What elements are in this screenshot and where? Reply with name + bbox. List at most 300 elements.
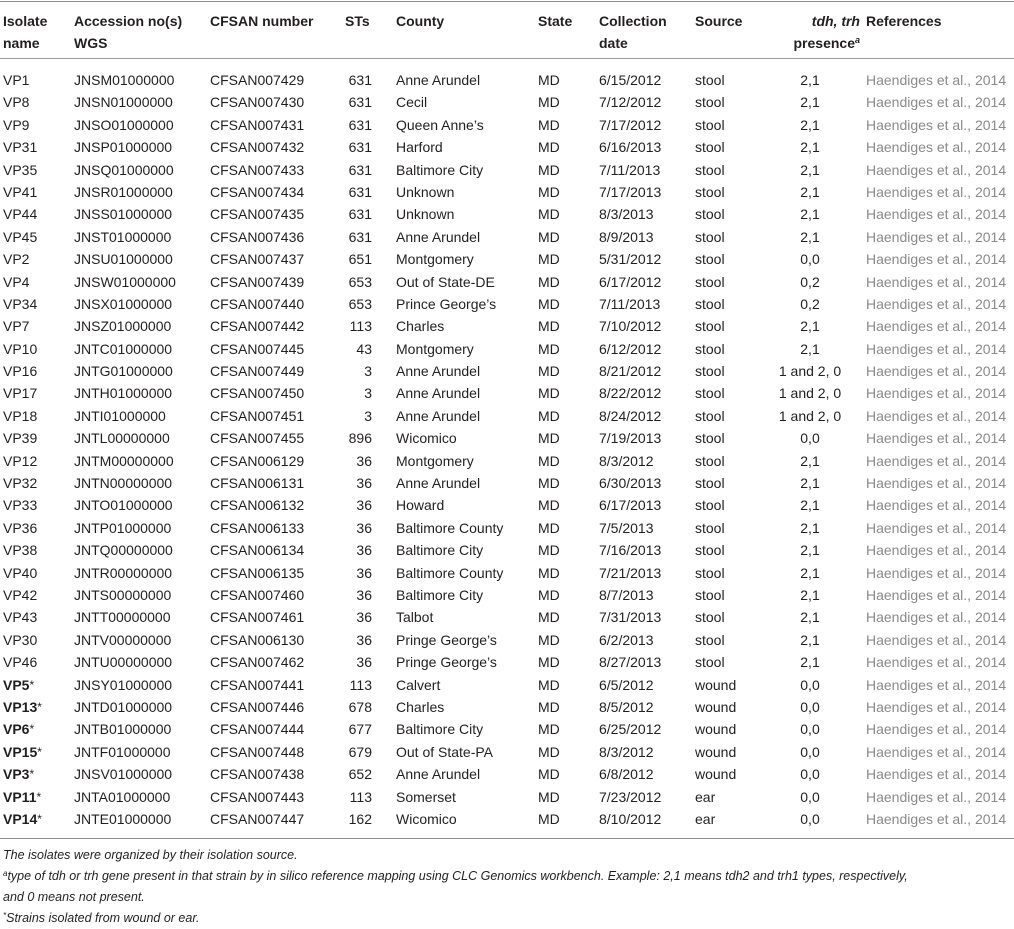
isolate-name: VP1 xyxy=(3,72,30,88)
source-cell: ear xyxy=(695,810,716,827)
table-row xyxy=(0,427,1014,449)
footnote-a-marker: a xyxy=(3,869,8,878)
accession-cell: JNSV01000000 xyxy=(74,766,173,783)
st-cell: 631 xyxy=(348,183,372,200)
footnote-star xyxy=(3,908,200,929)
st-cell: 677 xyxy=(348,721,372,738)
st-cell: 3 xyxy=(364,363,372,380)
isolate-name: VP12 xyxy=(3,452,38,469)
accession-cell: JNTP01000000 xyxy=(74,519,172,536)
isolate-name: VP38 xyxy=(3,542,38,559)
county-cell: Charles xyxy=(396,318,445,335)
accession-cell: JNTB01000000 xyxy=(74,721,172,738)
cfsan-cell: CFSAN007460 xyxy=(210,586,305,603)
state-cell: MD xyxy=(538,72,560,88)
collection-date-cell: 8/3/2012 xyxy=(599,452,654,469)
source-cell: stool xyxy=(695,206,725,223)
st-cell: 678 xyxy=(348,698,372,715)
accession-cell: JNTI01000000 xyxy=(74,407,166,424)
state-cell: MD xyxy=(538,788,560,805)
tdh-trh-cell: 2,1 xyxy=(800,161,820,178)
state-cell: MD xyxy=(538,228,560,245)
source-cell: stool xyxy=(695,564,725,581)
st-cell: 653 xyxy=(348,295,372,312)
isolate-name-cell xyxy=(3,763,34,786)
collection-date-cell: 8/22/2012 xyxy=(599,385,662,402)
collection-date-cell: 7/11/2013 xyxy=(599,295,661,312)
header-isolate-line2: name xyxy=(3,35,40,51)
tdh-trh-cell: 2,1 xyxy=(800,206,820,223)
county-cell: Unknown xyxy=(396,206,455,223)
accession-cell: JNTE01000000 xyxy=(74,810,172,827)
collection-date-cell: 6/30/2013 xyxy=(599,475,662,492)
collection-date-cell: 7/23/2012 xyxy=(599,788,662,805)
isolate-name: VP7 xyxy=(3,318,30,335)
isolate-name-cell xyxy=(3,517,37,539)
reference-cell: Haendiges et al., 2014 xyxy=(866,586,1007,603)
state-cell: MD xyxy=(538,810,560,827)
reference-cell: Haendiges et al., 2014 xyxy=(866,810,1007,827)
table-row xyxy=(0,91,1014,113)
isolate-name-cell xyxy=(3,203,37,225)
isolate-name-cell xyxy=(3,271,29,293)
st-cell: 113 xyxy=(349,318,372,335)
accession-cell: JNSO01000000 xyxy=(74,116,174,133)
county-cell: Howard xyxy=(396,497,445,514)
collection-date-cell: 8/9/2013 xyxy=(599,228,654,245)
accession-cell: JNTF01000000 xyxy=(74,743,171,760)
cfsan-cell: CFSAN007446 xyxy=(210,698,305,715)
collection-date-cell: 6/16/2013 xyxy=(599,139,662,156)
accession-cell: JNTU00000000 xyxy=(74,654,173,671)
table-row xyxy=(0,606,1014,628)
st-cell: 36 xyxy=(356,564,372,581)
isolate-name-cell xyxy=(3,91,29,113)
table-row xyxy=(0,338,1014,360)
reference-cell: Haendiges et al., 2014 xyxy=(866,139,1007,156)
isolate-name: VP4 xyxy=(3,273,30,290)
reference-cell: Haendiges et al., 2014 xyxy=(866,385,1007,402)
collection-date-cell: 6/5/2012 xyxy=(599,676,654,693)
county-cell: Pringe George’s xyxy=(396,631,497,648)
st-cell: 631 xyxy=(348,94,372,111)
collection-date-cell: 8/24/2012 xyxy=(599,407,662,424)
county-cell: Baltimore City xyxy=(396,721,484,738)
asterisk-marker: * xyxy=(37,811,42,826)
state-cell: MD xyxy=(538,452,560,469)
table-row xyxy=(0,472,1014,494)
county-cell: Anne Arundel xyxy=(396,407,481,424)
st-cell: 679 xyxy=(348,743,372,760)
reference-cell: Haendiges et al., 2014 xyxy=(866,497,1007,514)
state-cell: MD xyxy=(538,766,560,783)
reference-cell: Haendiges et al., 2014 xyxy=(866,631,1007,648)
st-cell: 631 xyxy=(348,72,372,88)
tdh-trh-cell: 2,1 xyxy=(800,340,820,357)
source-cell: stool xyxy=(695,273,725,290)
isolate-name: VP9 xyxy=(3,116,30,133)
header-references: References xyxy=(866,13,942,29)
cfsan-cell: CFSAN007437 xyxy=(210,251,305,268)
st-cell: 113 xyxy=(349,788,372,805)
county-cell: Harford xyxy=(396,139,443,156)
table-row xyxy=(0,651,1014,673)
state-cell: MD xyxy=(538,654,560,671)
isolate-name-cell xyxy=(3,562,37,584)
accession-cell: JNSU01000000 xyxy=(74,251,173,268)
accession-cell: JNSQ01000000 xyxy=(74,161,174,178)
isolate-name-cell xyxy=(3,584,37,606)
reference-cell: Haendiges et al., 2014 xyxy=(866,116,1007,133)
tdh-trh-cell: 2,1 xyxy=(800,183,820,200)
county-cell: Calvert xyxy=(396,676,441,693)
table-row xyxy=(0,629,1014,651)
table-row xyxy=(0,69,1014,91)
county-cell: Montgomery xyxy=(396,251,474,268)
cfsan-cell: CFSAN006133 xyxy=(210,519,305,536)
header-tdh-trh xyxy=(760,10,860,54)
state-cell: MD xyxy=(538,183,560,200)
source-cell: stool xyxy=(695,430,725,447)
isolate-name-cell xyxy=(3,674,34,697)
county-cell: Out of State-PA xyxy=(396,743,494,760)
source-cell: stool xyxy=(695,475,725,492)
state-cell: MD xyxy=(538,407,560,424)
isolate-name-cell xyxy=(3,315,29,337)
cfsan-cell: CFSAN007441 xyxy=(210,676,305,693)
tdh-trh-cell: 1 and 2, 0 xyxy=(778,385,842,402)
source-cell: wound xyxy=(695,766,737,783)
accession-cell: JNTH01000000 xyxy=(74,385,173,402)
source-cell: stool xyxy=(695,72,725,88)
cfsan-cell: CFSAN007443 xyxy=(210,788,305,805)
tdh-trh-cell: 2,1 xyxy=(800,609,820,626)
collection-date-cell: 8/10/2012 xyxy=(599,810,662,827)
table-row xyxy=(0,226,1014,248)
collection-date-cell: 6/8/2012 xyxy=(599,766,654,783)
source-cell: stool xyxy=(695,631,725,648)
collection-date-cell: 7/16/2013 xyxy=(599,542,662,559)
cfsan-cell: CFSAN007438 xyxy=(210,766,305,783)
reference-cell: Haendiges et al., 2014 xyxy=(866,452,1007,469)
county-cell: Charles xyxy=(396,698,445,715)
tdh-trh-cell: 2,1 xyxy=(800,452,820,469)
tdh-trh-cell: 2,1 xyxy=(800,542,820,559)
state-cell: MD xyxy=(538,385,560,402)
st-cell: 3 xyxy=(364,407,372,424)
tdh-trh-cell: 2,1 xyxy=(800,564,820,581)
cfsan-cell: CFSAN007449 xyxy=(210,363,305,380)
isolate-name: VP33 xyxy=(3,497,38,514)
county-cell: Baltimore County xyxy=(396,519,504,536)
isolate-name: VP35 xyxy=(3,161,38,178)
county-cell: Baltimore City xyxy=(396,161,484,178)
asterisk-marker: * xyxy=(37,699,42,714)
cfsan-cell: CFSAN007448 xyxy=(210,743,305,760)
reference-cell: Haendiges et al., 2014 xyxy=(866,609,1007,626)
reference-cell: Haendiges et al., 2014 xyxy=(866,721,1007,738)
header-accession-line1: Accession no(s) xyxy=(74,13,183,29)
reference-cell: Haendiges et al., 2014 xyxy=(866,340,1007,357)
source-cell: wound xyxy=(695,743,737,760)
header-accession xyxy=(74,10,182,54)
isolate-name-cell xyxy=(3,136,37,158)
county-cell: Out of State-DE xyxy=(396,273,495,290)
asterisk-marker: * xyxy=(37,744,42,759)
tdh-trh-cell: 0,0 xyxy=(800,676,820,693)
isolate-name: VP14 xyxy=(3,810,38,827)
asterisk-marker: * xyxy=(29,677,35,692)
reference-cell: Haendiges et al., 2014 xyxy=(866,251,1007,268)
source-cell: wound xyxy=(695,676,737,693)
header-accession-line2: WGS xyxy=(74,35,108,51)
isolate-name-cell xyxy=(3,69,29,91)
st-cell: 631 xyxy=(348,206,372,223)
source-cell: stool xyxy=(695,519,725,536)
county-cell: Somerset xyxy=(396,788,456,805)
tdh-trh-cell: 0,0 xyxy=(800,743,820,760)
header-isolate-line1: Isolate xyxy=(3,13,48,29)
isolate-name: VP6 xyxy=(3,721,30,738)
isolate-name-cell xyxy=(3,226,37,248)
tdh-trh-cell: 1 and 2, 0 xyxy=(778,407,842,424)
collection-date-cell: 8/3/2012 xyxy=(599,743,654,760)
state-cell: MD xyxy=(538,497,560,514)
reference-cell: Haendiges et al., 2014 xyxy=(866,475,1007,492)
cfsan-cell: CFSAN007445 xyxy=(210,340,305,357)
accession-cell: JNTR00000000 xyxy=(74,564,173,581)
footnote-a xyxy=(3,866,908,887)
state-cell: MD xyxy=(538,564,560,581)
cfsan-cell: CFSAN007451 xyxy=(210,407,305,424)
state-cell: MD xyxy=(538,94,560,111)
cfsan-cell: CFSAN007429 xyxy=(210,72,305,88)
isolate-name-cell xyxy=(3,293,37,315)
accession-cell: JNSR01000000 xyxy=(74,183,173,200)
state-cell: MD xyxy=(538,475,560,492)
collection-date-cell: 8/27/2013 xyxy=(599,654,662,671)
state-cell: MD xyxy=(538,295,560,312)
source-cell: wound xyxy=(695,721,737,738)
state-cell: MD xyxy=(538,251,560,268)
isolate-name: VP11 xyxy=(3,788,37,805)
source-cell: stool xyxy=(695,251,725,268)
state-cell: MD xyxy=(538,609,560,626)
accession-cell: JNTM00000000 xyxy=(74,452,174,469)
accession-cell: JNTL00000000 xyxy=(74,430,170,447)
cfsan-cell: CFSAN007430 xyxy=(210,94,305,111)
isolate-name-cell xyxy=(3,718,34,741)
st-cell: 36 xyxy=(356,586,372,603)
cfsan-cell: CFSAN006132 xyxy=(210,497,305,514)
tdh-trh-cell: 0,0 xyxy=(800,251,820,268)
table-row xyxy=(0,315,1014,337)
source-cell: stool xyxy=(695,452,725,469)
source-cell: stool xyxy=(695,139,725,156)
header-tdh-line1: tdh, trh xyxy=(811,13,860,29)
st-cell: 36 xyxy=(356,631,372,648)
tdh-trh-cell: 0,0 xyxy=(800,721,820,738)
state-cell: MD xyxy=(538,698,560,715)
isolate-name: VP46 xyxy=(3,654,38,671)
table-row xyxy=(0,696,1014,718)
isolate-name: VP18 xyxy=(3,407,38,424)
accession-cell: JNSY01000000 xyxy=(74,676,173,693)
reference-cell: Haendiges et al., 2014 xyxy=(866,676,1007,693)
accession-cell: JNSN01000000 xyxy=(74,94,173,111)
county-cell: Prince George’s xyxy=(396,295,497,312)
st-cell: 631 xyxy=(348,116,372,133)
accession-cell: JNTQ00000000 xyxy=(74,542,173,559)
st-cell: 36 xyxy=(356,519,372,536)
county-cell: Baltimore County xyxy=(396,564,504,581)
state-cell: MD xyxy=(538,676,560,693)
tdh-trh-cell: 2,1 xyxy=(800,475,820,492)
isolate-name: VP39 xyxy=(3,430,38,447)
accession-cell: JNTA01000000 xyxy=(74,788,171,805)
state-cell: MD xyxy=(538,161,560,178)
header-collection-date xyxy=(599,10,667,54)
st-cell: 896 xyxy=(348,430,372,447)
collection-date-cell: 7/31/2013 xyxy=(599,609,662,626)
header-sts: STs xyxy=(345,13,370,29)
cfsan-cell: CFSAN006129 xyxy=(210,452,305,469)
accession-cell: JNTD01000000 xyxy=(74,698,173,715)
accession-cell: JNTG01000000 xyxy=(74,363,173,380)
reference-cell: Haendiges et al., 2014 xyxy=(866,564,1007,581)
header-isolate xyxy=(3,10,47,54)
accession-cell: JNSS01000000 xyxy=(74,206,173,223)
table-row xyxy=(0,450,1014,472)
accession-cell: JNTC01000000 xyxy=(74,340,173,357)
table-row xyxy=(0,494,1014,516)
cfsan-cell: CFSAN007434 xyxy=(210,183,305,200)
reference-cell: Haendiges et al., 2014 xyxy=(866,228,1007,245)
isolate-name: VP16 xyxy=(3,363,38,380)
isolate-name-cell xyxy=(3,338,37,360)
isolate-name-cell xyxy=(3,360,37,382)
collection-date-cell: 7/17/2013 xyxy=(599,183,662,200)
source-cell: stool xyxy=(695,228,725,245)
tdh-trh-cell: 2,1 xyxy=(800,228,820,245)
source-cell: stool xyxy=(695,183,725,200)
isolate-name-cell xyxy=(3,494,37,516)
st-cell: 36 xyxy=(356,609,372,626)
table-row xyxy=(0,808,1014,830)
collection-date-cell: 6/17/2013 xyxy=(599,497,662,514)
tdh-trh-cell: 2,1 xyxy=(800,631,820,648)
isolate-name-cell xyxy=(3,786,41,809)
header-cfsan: CFSAN number xyxy=(210,13,314,29)
table-row xyxy=(0,584,1014,606)
county-cell: Anne Arundel xyxy=(396,385,481,402)
source-cell: stool xyxy=(695,94,725,111)
header-date-line2: date xyxy=(599,35,628,51)
tdh-trh-cell: 2,1 xyxy=(800,318,820,335)
isolate-name-cell xyxy=(3,114,29,136)
tdh-trh-cell: 2,1 xyxy=(800,497,820,514)
state-cell: MD xyxy=(538,430,560,447)
reference-cell: Haendiges et al., 2014 xyxy=(866,183,1007,200)
collection-date-cell: 6/25/2012 xyxy=(599,721,662,738)
isolate-name: VP31 xyxy=(3,139,38,156)
county-cell: Baltimore City xyxy=(396,542,484,559)
isolate-name-cell xyxy=(3,696,42,719)
cfsan-cell: CFSAN006134 xyxy=(210,542,305,559)
table-row xyxy=(0,360,1014,382)
isolate-name: VP5 xyxy=(3,676,30,693)
source-cell: stool xyxy=(695,340,725,357)
isolate-name: VP42 xyxy=(3,586,38,603)
tdh-trh-cell: 2,1 xyxy=(800,72,820,88)
accession-cell: JNTO01000000 xyxy=(74,497,173,514)
source-cell: stool xyxy=(695,161,725,178)
isolate-name-cell xyxy=(3,427,37,449)
st-cell: 631 xyxy=(348,139,372,156)
county-cell: Talbot xyxy=(396,609,434,626)
reference-cell: Haendiges et al., 2014 xyxy=(866,72,1007,88)
top-rule xyxy=(0,1,1014,2)
table-row xyxy=(0,741,1014,763)
reference-cell: Haendiges et al., 2014 xyxy=(866,743,1007,760)
state-cell: MD xyxy=(538,519,560,536)
accession-cell: JNSX01000000 xyxy=(74,295,173,312)
tdh-trh-cell: 0,0 xyxy=(800,810,820,827)
tdh-trh-cell: 2,1 xyxy=(800,94,820,111)
collection-date-cell: 8/7/2013 xyxy=(599,586,654,603)
isolate-name: VP17 xyxy=(3,385,38,402)
st-cell: 631 xyxy=(348,228,372,245)
county-cell: Baltimore City xyxy=(396,586,484,603)
tdh-trh-cell: 0,0 xyxy=(800,430,820,447)
cfsan-cell: CFSAN007442 xyxy=(210,318,305,335)
header-state: State xyxy=(538,13,573,29)
isolate-name: VP10 xyxy=(3,340,38,357)
state-cell: MD xyxy=(538,542,560,559)
cfsan-cell: CFSAN007431 xyxy=(210,116,305,133)
cfsan-cell: CFSAN006135 xyxy=(210,564,305,581)
tdh-trh-cell: 2,1 xyxy=(800,586,820,603)
county-cell: Cecil xyxy=(396,94,428,111)
county-cell: Montgomery xyxy=(396,340,474,357)
state-cell: MD xyxy=(538,206,560,223)
state-cell: MD xyxy=(538,743,560,760)
cfsan-cell: CFSAN007432 xyxy=(210,139,305,156)
collection-date-cell: 7/10/2012 xyxy=(599,318,662,335)
header-tdh-line2: presence xyxy=(793,35,855,51)
table-row xyxy=(0,203,1014,225)
state-cell: MD xyxy=(538,363,560,380)
state-cell: MD xyxy=(538,116,560,133)
collection-date-cell: 6/17/2012 xyxy=(599,273,662,290)
reference-cell: Haendiges et al., 2014 xyxy=(866,94,1007,111)
county-cell: Anne Arundel xyxy=(396,228,481,245)
footnote-organized: The isolates were organized by their isolation source. xyxy=(3,848,298,862)
isolate-name-cell xyxy=(3,248,29,270)
isolate-name: VP8 xyxy=(3,94,30,111)
accession-cell: JNSZ01000000 xyxy=(74,318,172,335)
tdh-trh-cell: 2,1 xyxy=(800,519,820,536)
table-row xyxy=(0,271,1014,293)
source-cell: stool xyxy=(695,609,725,626)
reference-cell: Haendiges et al., 2014 xyxy=(866,430,1007,447)
reference-cell: Haendiges et al., 2014 xyxy=(866,698,1007,715)
source-cell: stool xyxy=(695,318,725,335)
st-cell: 36 xyxy=(356,475,372,492)
cfsan-cell: CFSAN007461 xyxy=(210,609,305,626)
tdh-trh-cell: 0,0 xyxy=(800,766,820,783)
isolate-name-cell xyxy=(3,606,37,628)
